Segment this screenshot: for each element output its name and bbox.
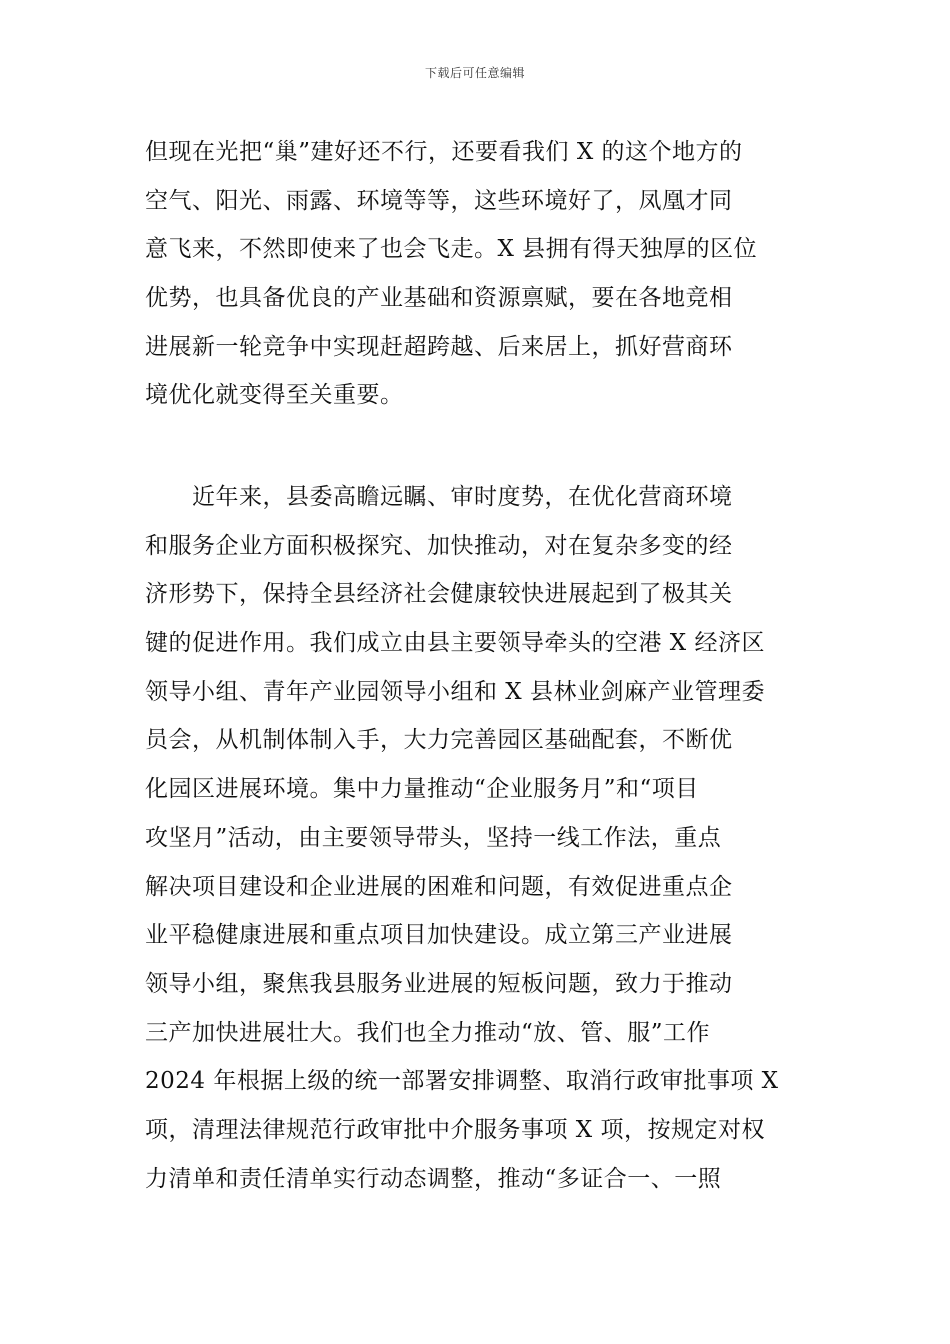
text-line: 领导小组、青年产业园领导小组和 X 县林业剑麻产业管理委 [145, 678, 765, 705]
text-line: 优势，也具备优良的产业基础和资源禀赋，要在各地竞相 [145, 285, 733, 312]
text-line: 济形势下，保持全县经济社会健康较快进展起到了极其关 [145, 581, 733, 608]
text-line: 键的促进作用。我们成立由县主要领导牵头的空港 X 经济区 [145, 630, 765, 657]
text-line: 2024 年根据上级的统一部署安排调整、取消行政审批事项 X [145, 1068, 779, 1095]
text-line: 进展新一轮竞争中实现赶超跨越、后来居上，抓好营商环 [145, 333, 733, 360]
text-line: 化园区进展环境。集中力量推动“企业服务月”和“项目 [145, 776, 699, 803]
page-header: 下载后可任意编辑 [424, 66, 525, 80]
text-line: 领导小组，聚焦我县服务业进展的短板问题，致力于推动 [145, 970, 733, 997]
paragraph-1 [145, 128, 807, 420]
text-line: 员会，从机制体制入手，大力完善园区基础配套，不断优 [145, 727, 733, 754]
paragraph-2 [145, 473, 807, 1203]
text-line: 项，清理法律规范行政审批中介服务事项 X 项，按规定对权 [145, 1116, 765, 1143]
text-line: 和服务企业方面积极探究、加快推动，对在复杂多变的经 [145, 532, 733, 559]
text-line: 意飞来，不然即使来了也会飞走。X 县拥有得天独厚的区位 [145, 236, 758, 263]
text-line: 境优化就变得至关重要。 [145, 382, 404, 409]
text-line: 三产加快进展壮大。我们也全力推动“放、管、服”工作 [145, 1019, 711, 1046]
text-line: 但现在光把“巢”建好还不行，还要看我们 X 的这个地方的 [145, 139, 743, 165]
text-line: 业平稳健康进展和重点项目加快建设。成立第三产业进展 [145, 922, 733, 949]
text-line: 近年来，县委高瞻远瞩、审时度势，在优化营商环境 [145, 484, 733, 510]
text-line: 解决项目建设和企业进展的困难和问题，有效促进重点企 [145, 873, 733, 900]
text-line: 力清单和责任清单实行动态调整，推动“多证合一、一照 [145, 1165, 722, 1192]
text-line: 攻坚月”活动，由主要领导带头，坚持一线工作法，重点 [145, 824, 722, 851]
text-line: 空气、阳光、雨露、环境等等，这些环境好了，凤凰才同 [145, 187, 733, 214]
